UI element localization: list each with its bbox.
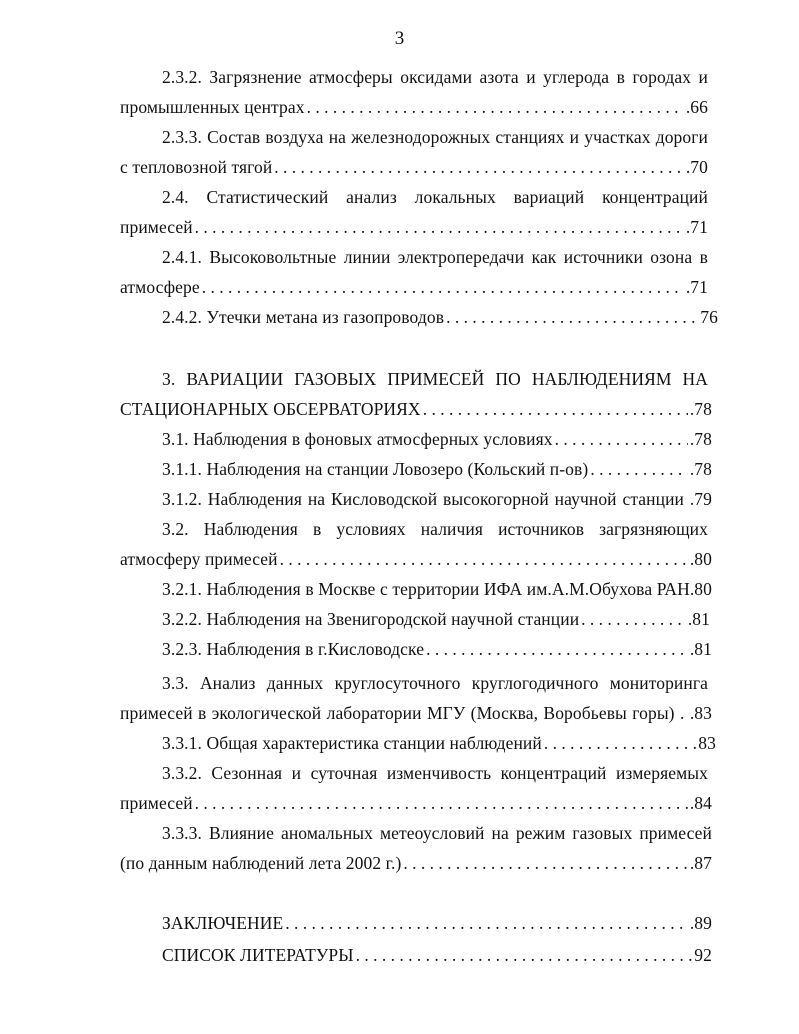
toc-entry-title: 3.2.1. Наблюдения в Москве с территории ИФА им.А.М.Обухова РАН.80 (162, 579, 712, 599)
toc-entry-title: 3.1.2. Наблюдения на Кисловодской высокогорной научной станции .79 (162, 489, 712, 509)
toc-page-number: .80 (689, 549, 712, 569)
toc-entry-title: 3.2.3. Наблюдения в г.Кисловодске (162, 639, 425, 659)
toc-entry-leader-line (162, 458, 712, 480)
toc-entry-title: 2.3.3. Состав воздуха на железнодорожных станциях и участках дороги (162, 127, 708, 147)
toc-page-number: .78 (689, 429, 712, 449)
toc-entry-leader-line (120, 276, 708, 298)
toc-entry-title: 3. ВАРИАЦИИ ГАЗОВЫХ ПРИМЕСЕЙ ПО НАБЛЮДЕНИЯМ НА (162, 369, 708, 389)
dot-leader (195, 792, 688, 814)
toc-entry-leader-line (162, 912, 712, 934)
dot-leader (555, 428, 688, 450)
toc-entry-title-continued: примесей (120, 217, 193, 237)
dot-leader (426, 638, 688, 660)
dot-leader (423, 398, 688, 420)
toc-entry-leader-line (162, 306, 718, 328)
toc-entry-title: 3.2. Наблюдения в условиях наличия источников загрязняющих (162, 519, 708, 539)
dot-leader (195, 216, 684, 238)
toc-page-number: 83 (698, 733, 716, 753)
toc-entry-title: 3.3. Анализ данных круглосуточного круглогодичного мониторинга (162, 673, 708, 693)
toc-entry-title: 2.3.2. Загрязнение атмосферы оксидами азота и углерода в городах и (162, 67, 708, 87)
toc-entry-title-continued: примесей в экологической лаборатории МГУ (Москва, Воробьевы горы) . .83 (120, 703, 712, 723)
toc-page-number: .78 (689, 459, 712, 479)
toc-entry-leader-line (120, 792, 712, 814)
dot-leader (285, 912, 688, 934)
toc-entry-leader-line (120, 398, 712, 420)
toc-entry-leader-line (162, 638, 712, 660)
toc-entry-title-continued: промышленных центрах (120, 97, 305, 117)
toc-entry-leader-line (120, 96, 708, 118)
toc-entry-title-continued: атмосферу примесей (120, 549, 278, 569)
toc-page-number: .81 (687, 609, 710, 629)
dot-leader (274, 156, 684, 178)
toc-entry-title: 3.1. Наблюдения в фоновых атмосферных условиях (162, 429, 553, 449)
toc-entry-leader-line (120, 216, 708, 238)
page-number: 3 (394, 28, 405, 49)
toc-entry-leader-line (162, 428, 712, 450)
toc-entry-title: ЗАКЛЮЧЕНИЕ (162, 913, 284, 933)
dot-leader (446, 306, 698, 328)
toc-page-number: .81 (689, 639, 712, 659)
toc-page-number: .78 (689, 399, 712, 419)
toc-entry-leader-line (162, 944, 712, 966)
toc-page-number: .70 (685, 157, 708, 177)
toc-entry-leader-line (162, 732, 716, 754)
toc-entry-title-continued: с тепловозной тягой (120, 157, 273, 177)
toc-page-number: .66 (685, 97, 708, 117)
toc-entry-title: СПИСОК ЛИТЕРАТУРЫ (162, 945, 354, 965)
toc-page-number: .89 (689, 913, 712, 933)
dot-leader (307, 96, 684, 118)
toc-entry-title: 2.4.1. Высоковольтные линии электропередачи как источники озона в (162, 247, 708, 267)
dot-leader (544, 732, 696, 754)
toc-entry-title-continued: СТАЦИОНАРНЫХ ОБСЕРВАТОРИЯХ (120, 399, 421, 419)
toc-entry-title: 3.1.1. Наблюдения на станции Ловозеро (Кольский п-ов) (162, 459, 589, 479)
dot-leader (590, 458, 688, 480)
toc-entry-leader-line (120, 156, 708, 178)
dot-leader (280, 548, 688, 570)
toc-entry-title: 3.3.1. Общая характеристика станции наблюдений (162, 733, 542, 753)
toc-page-number: 92 (694, 945, 712, 965)
toc-entry-title-continued: примесей (120, 793, 193, 813)
toc-entry-leader-line (120, 548, 712, 570)
toc-page-number: .84 (689, 793, 712, 813)
dot-leader (202, 276, 684, 298)
toc-page-number: .71 (685, 217, 708, 237)
dot-leader (356, 944, 693, 966)
toc-page-number: 76 (700, 307, 718, 327)
toc-entry-title: 3.3.2. Сезонная и суточная изменчивость концентраций измеряемых (162, 763, 708, 783)
toc-entry-title: 2.4. Статистический анализ локальных вариаций концентраций (162, 187, 708, 207)
toc-page-number: .71 (685, 277, 708, 297)
toc-entry-title: 3.3.3. Влияние аномальных метеоусловий на режим газовых примесей (162, 823, 712, 843)
dot-leader (581, 608, 686, 630)
toc-entry-leader-line (162, 608, 710, 630)
toc-entry-leader-line (120, 852, 712, 874)
toc-entry-title-continued: (по данным наблюдений лета 2002 г.) (120, 853, 402, 873)
dot-leader (403, 852, 687, 874)
toc-page-number: .87 (689, 853, 712, 873)
toc-entry-title: 3.2.2. Наблюдения на Звенигородской научной станции (162, 609, 580, 629)
toc-entry-title: 2.4.2. Утечки метана из газопроводов (162, 307, 445, 327)
toc-entry-title-continued: атмосфере (120, 277, 200, 297)
